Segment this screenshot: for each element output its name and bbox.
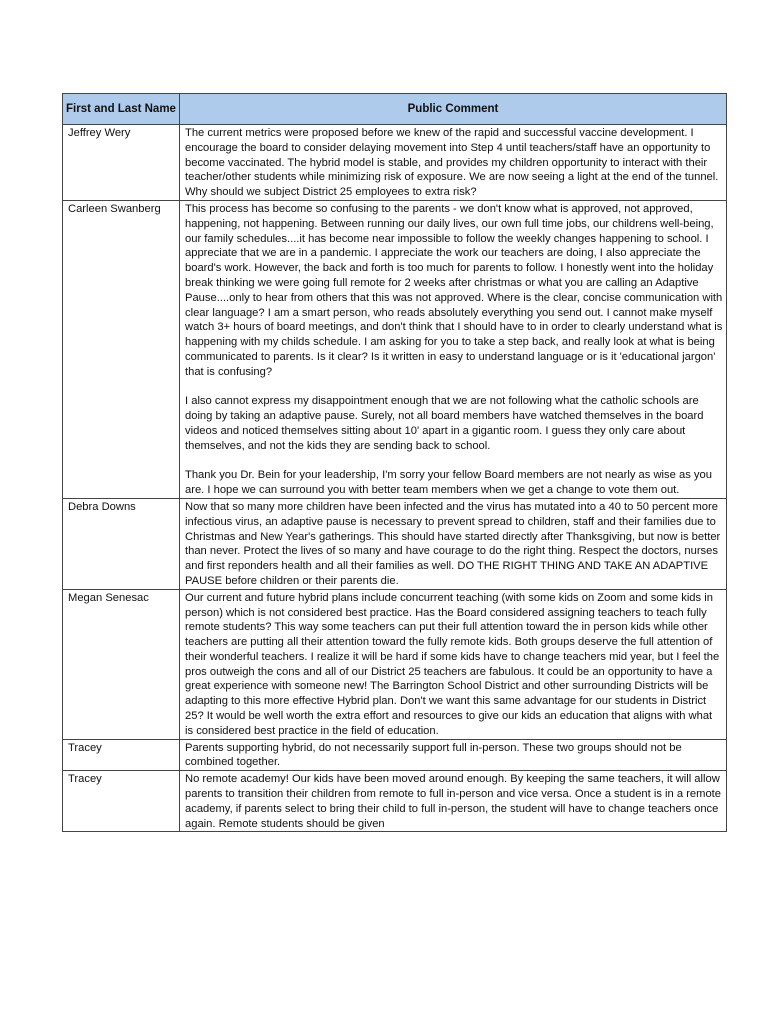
comment-cell [180,739,727,771]
commenter-name: Carleen Swanberg [63,200,180,498]
comment-cell [180,200,727,498]
table-row [63,200,727,498]
commenter-name: Tracey [63,771,180,832]
comment-cell [180,771,727,832]
name-column-header: First and Last Name [63,94,180,125]
commenter-name: Megan Senesac [63,589,180,739]
commenter-name: Debra Downs [63,498,180,589]
commenter-name: Jeffrey Wery [63,125,180,201]
comment-paragraph: No remote academy! Our kids have been moved around enough. By keeping the same teachers, it will allow parents to transition their children from remote to full in-person and vice versa. Once a student is in a remote academy, if parents select to bring their child to full in-person, the student will have to change teachers once again. Remote students should be given [185,773,722,830]
table-row [63,125,727,201]
comment-cell [180,498,727,589]
table-row [63,498,727,589]
comment-paragraph: Thank you Dr. Bein for your leadership, I'm sorry your fellow Board members are not nearly as wise as you are. I hope we can surround you with better team members when we get a change to vote them out. [185,469,712,497]
comment-paragraph: Parents supporting hybrid, do not necessarily support full in-person. These two groups should not be combined together. [185,741,682,769]
comment-column-header: Public Comment [180,94,727,125]
table-header-row [63,94,727,125]
table-row [63,771,727,832]
public-comment-table [62,93,727,832]
comment-paragraph: Our current and future hybrid plans include concurrent teaching (with some kids on Zoom and some kids in person) which is not considered best practice. Has the Board considered assigning teachers to teach fully remote students? This way some teachers can put their full attention toward the in person kids while other teachers are putting all their attention toward the fully remote kids. Both groups deserve the full attention of their wonderful teachers. I realize it will be hard if some kids have to change teachers mid year, but I feel the pros outweigh the cons and all of our District 25 teachers are fabulous. It could be an opportunity to have a great experience with someone new! The Barrington School District and other surrounding Districts will be adapting to this more effective Hybrid plan. Don't we want this same advantage for our students in District 25? It would be well worth the extra effort and resources to give our kids an education that aligns with what is considered best practice in the field of education. [185,591,720,737]
comment-paragraph: This process has become so confusing to the parents - we don't know what is approved, not approved, happening, not happening. Between running our daily lives, our own full time jobs, our childrens well-being, our family schedules....it has become near impossible to follow the weekly changes happening to school. I appreciate that we are in a pandemic. I appreciate the work our teachers are doing, I also appreciate the board's work. However, the back and forth is too much for parents to follow. I honestly went into the holiday break thinking we were going full remote for 2 weeks after christmas or what you are calling an Adaptive Pause....only to hear from others that this was not approved. Where is the clear, concise communication with clear language? I am a smart person, who reads absolutely everything you send out. I cannot make myself watch 3+ hours of board meetings, and don't think that I should have to in order to clearly understand what is happening with my childs schedule. I am asking for you to take a step back, and really look at what is being communicated to parents. Is it clear? Is it written in easy to understand language or is it 'educational jargon' that is confusing? [185,202,723,378]
commenter-name: Tracey [63,739,180,771]
table-row [63,589,727,739]
table-row [63,739,727,771]
comment-cell [180,589,727,739]
comment-cell [180,125,727,201]
comment-paragraph: The current metrics were proposed before we knew of the rapid and successful vaccine development. I encourage the board to consider delaying movement into Step 4 until teachers/staff have an opportunity to become vaccinated. The hybrid model is stable, and provides my children opportunity to interact with their teacher/other students while minimizing risk of exposure. We are now seeing a light at the end of the tunnel. Why should we subject District 25 employees to extra risk? [185,127,719,199]
comment-paragraph: Now that so many more children have been infected and the virus has mutated into a 40 to 50 percent more infectious virus, an adaptive pause is necessary to prevent spread to children, staff and their families due to Christmas and New Year's gatherings. This should have started directly after Thanksgiving, but now is better than never. Protect the lives of so many and have courage to do the right thing. Respect the doctors, nurses and first reponders health and all their families as well. DO THE RIGHT THING AND TAKE AN ADAPTIVE PAUSE before children or their parents die. [185,500,721,587]
comment-paragraph: I also cannot express my disappointment enough that we are not following what the catholic schools are doing by taking an adaptive pause. Surely, not all board members have watched themselves in the board videos and noticed themselves sitting about 10' apart in a gigantic room. I guess they only care about themselves, and not the kids they are sending back to school. [185,395,704,452]
